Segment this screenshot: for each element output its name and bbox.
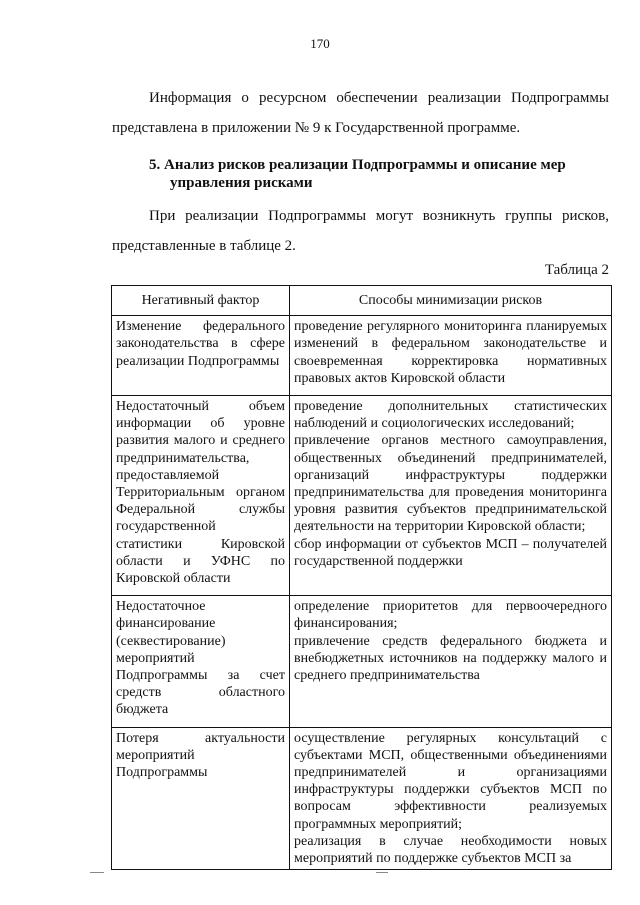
footer-scan-mark-left <box>90 872 104 873</box>
risk-method: привлечение средств федерального бюджета и внебюджетных источников на поддержку малого и среднего предпринимательства <box>294 633 607 684</box>
section-heading-line1 <box>149 156 609 174</box>
risk-methods-cell <box>290 596 612 727</box>
risk-factor-cell: Недостаточное финансирование (секвестирование) мероприятий Подпрограммы за счет средств областного бюджета <box>112 596 290 727</box>
risks-intro-paragraph <box>112 201 609 261</box>
risk-table <box>111 285 612 870</box>
section-title-line2: управления рисками <box>170 175 313 191</box>
section-heading <box>149 156 609 192</box>
section-title-line1: Анализ рисков реализации Подпрограммы и описание мер <box>164 157 566 173</box>
resource-info-text: Информация о ресурсном обеспечении реализации Подпрограммы представлена в приложении № 9 к Государственной программе. <box>112 90 609 136</box>
risk-method: осуществление регулярных консультаций с субъектами МСП, общественными объединениями предпринимателей и организациями инфраструктуры поддержки субъектов МСП по вопросам эффективности реализуемых программных мероприятий; <box>294 730 607 832</box>
risk-factor-cell: Потеря актуальности мероприятий Подпрограммы <box>112 727 290 870</box>
risk-methods-cell <box>290 396 612 596</box>
risk-method: определение приоритетов для первоочередного финансирования; <box>294 599 607 632</box>
table-row <box>112 316 612 396</box>
header-minimization-methods: Способы минимизации рисков <box>290 286 612 316</box>
footer-scan-mark-center <box>376 872 388 873</box>
risk-method: проведение дополнительных статистических наблюдений и социологических исследований; <box>294 399 607 432</box>
risk-method: сбор информации от субъектов МСП – получателей государственной поддержки <box>294 536 607 569</box>
table-row <box>112 596 612 727</box>
resource-info-paragraph <box>112 83 609 143</box>
risk-method: проведение регулярного мониторинга планируемых изменений в федеральном законодательстве и своевременная корректировка нормативных правовых актов Кировской области <box>294 319 607 386</box>
header-negative-factor: Негативный фактор <box>112 286 290 316</box>
table-row <box>112 727 612 870</box>
table-header-row <box>112 286 612 316</box>
risks-intro-text: При реализации Подпрограммы могут возникнуть группы рисков, представленные в таблице 2. <box>112 208 609 254</box>
risk-method: реализация в случае необходимости новых мероприятий по поддержке субъектов МСП за <box>294 833 607 867</box>
section-number: 5. <box>149 157 161 173</box>
page-number: 170 <box>310 36 330 51</box>
table-caption: Таблица 2 <box>544 262 609 278</box>
table-row <box>112 396 612 596</box>
risk-methods-cell <box>290 727 612 870</box>
risk-factor-cell: Изменение федерального законодательства в сфере реализации Подпрограммы <box>112 316 290 396</box>
risk-method: привлечение органов местного самоуправления, общественных объединений предпринимателей, организаций инфраструктуры поддержки предпринимательства для проведения мониторинга уровня развития субъектов предпринимательской деятельности на территории Кировской области; <box>294 433 607 535</box>
risk-factor-cell: Недостаточный объем информации об уровне развития малого и среднего предпринимательства, предоставляемой Территориальным органом Федеральной службы государственной статистики Кировской области и УФНС по Кировской области <box>112 396 290 596</box>
risk-methods-cell <box>290 316 612 396</box>
